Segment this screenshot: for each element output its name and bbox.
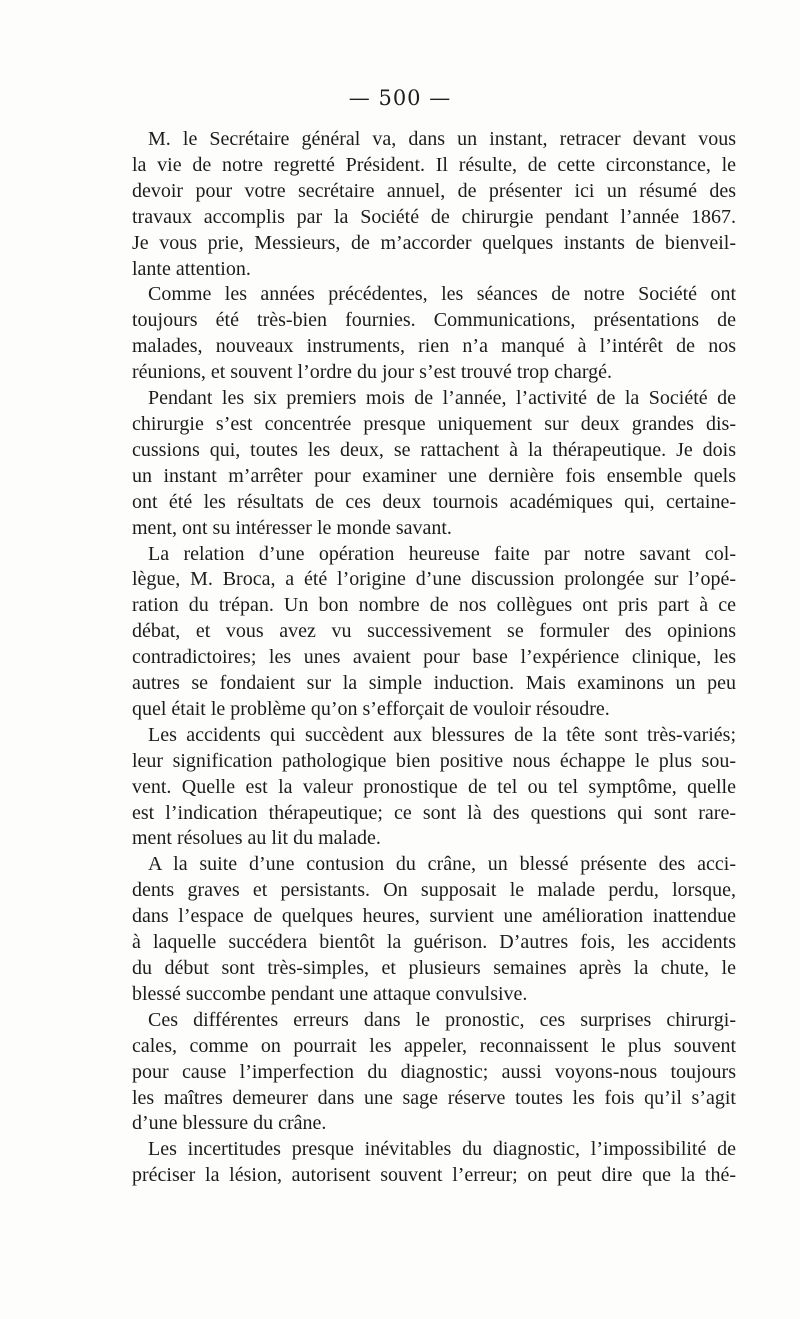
text-line: à laquelle succédera bientôt la guérison. D’autres fois, les accidents	[132, 931, 736, 954]
text-line: toujours été très-bien fournies. Communications, présentations de	[132, 309, 736, 332]
text-line: d’une blessure du crâne.	[132, 1112, 327, 1135]
text-line: Ces différentes erreurs dans le pronostic, ces surprises chirurgi-	[148, 1008, 736, 1031]
text-line: un instant m’arrêter pour examiner une dernière fois ensemble quels	[132, 464, 736, 487]
text-line: chirurgie s’est concentrée presque uniquement sur deux grandes dis-	[132, 412, 736, 435]
text-line: ment résolues au lit du malade.	[132, 827, 381, 850]
text-line: quel était le problème qu’on s’efforçait de vouloir résoudre.	[132, 697, 610, 720]
text-line: lante attention.	[132, 257, 251, 280]
text-line: devoir pour votre secrétaire annuel, de présenter ici un résumé des	[132, 179, 736, 202]
page-number: — 500 —	[348, 86, 452, 110]
text-line: dans l’espace de quelques heures, survient une amélioration inattendue	[132, 905, 736, 928]
text-line: dents graves et persistants. On supposait le malade perdu, lorsque,	[132, 879, 736, 902]
paragraph	[132, 542, 736, 723]
text-line: leur signification pathologique bien positive nous échappe le plus sou-	[132, 749, 736, 772]
text-line: malades, nouveaux instruments, rien n’a manqué à l’intérêt de nos	[132, 335, 736, 358]
text-line: ment, ont su intéresser le monde savant.	[132, 516, 452, 539]
body-text	[132, 127, 736, 1189]
text-line: autres se fondaient sur la simple induction. Mais examinons un peu	[132, 672, 736, 695]
text-line: Pendant les six premiers mois de l’année, l’activité de la Société de	[148, 387, 736, 410]
text-line: lègue, M. Broca, a été l’origine d’une discussion prolongée sur l’opé-	[132, 568, 736, 591]
text-line: la vie de notre regretté Président. Il résulte, de cette circonstance, le	[132, 153, 736, 176]
paragraph	[132, 723, 736, 853]
text-line: pour cause l’imperfection du diagnostic; aussi voyons-nous toujours	[132, 1060, 736, 1083]
text-line: contradictoires; les unes avaient pour base l’expérience clinique, les	[132, 646, 736, 669]
text-line: préciser la lésion, autorisent souvent l’erreur; on peut dire que la thé-	[132, 1164, 736, 1187]
paragraph	[132, 1137, 736, 1189]
text-line: cales, comme on pourrait les appeler, reconnaissent le plus souvent	[132, 1034, 736, 1057]
text-line: ration du trépan. Un bon nombre de nos collègues ont pris part à ce	[132, 594, 736, 617]
paragraph	[132, 852, 736, 1007]
paragraph	[132, 1008, 736, 1138]
paragraph	[132, 386, 736, 541]
text-line: est l’indication thérapeutique; ce sont là des questions qui sont rare-	[132, 801, 736, 824]
text-line: cussions qui, toutes les deux, se rattachent à la thérapeutique. Je dois	[132, 438, 736, 461]
text-line: vent. Quelle est la valeur pronostique de tel ou tel symptôme, quelle	[132, 775, 736, 798]
paragraph	[132, 282, 736, 386]
text-line: Les accidents qui succèdent aux blessures de la tête sont très-variés;	[148, 723, 736, 746]
text-line: La relation d’une opération heureuse faite par notre savant col-	[148, 542, 736, 565]
text-line: Comme les années précédentes, les séances de notre Société ont	[148, 283, 736, 306]
text-line: débat, et vous avez vu successivement se formuler des opinions	[132, 620, 736, 643]
text-line: du début sont très-simples, et plusieurs semaines après la chute, le	[132, 957, 736, 979]
text-line: M. le Secrétaire général va, dans un instant, retracer devant vous	[148, 128, 736, 150]
text-line: Je vous prie, Messieurs, de m’accorder quelques instants de bienveil-	[132, 231, 736, 254]
text-line: blessé succombe pendant une attaque convulsive.	[132, 982, 528, 1005]
text-line: les maîtres demeurer dans une sage réserve toutes les fois qu’il s’agit	[132, 1086, 736, 1109]
text-line: Les incertitudes presque inévitables du diagnostic, l’impossibilité de	[148, 1138, 736, 1161]
text-line: ont été les résultats de ces deux tournois académiques qui, certaine-	[132, 490, 736, 513]
text-line: travaux accomplis par la Société de chirurgie pendant l’année 1867.	[132, 205, 736, 228]
text-line: réunions, et souvent l’ordre du jour s’est trouvé trop chargé.	[132, 361, 613, 384]
text-line: A la suite d’une contusion du crâne, un blessé présente des acci-	[148, 853, 736, 876]
paragraph	[132, 127, 736, 282]
